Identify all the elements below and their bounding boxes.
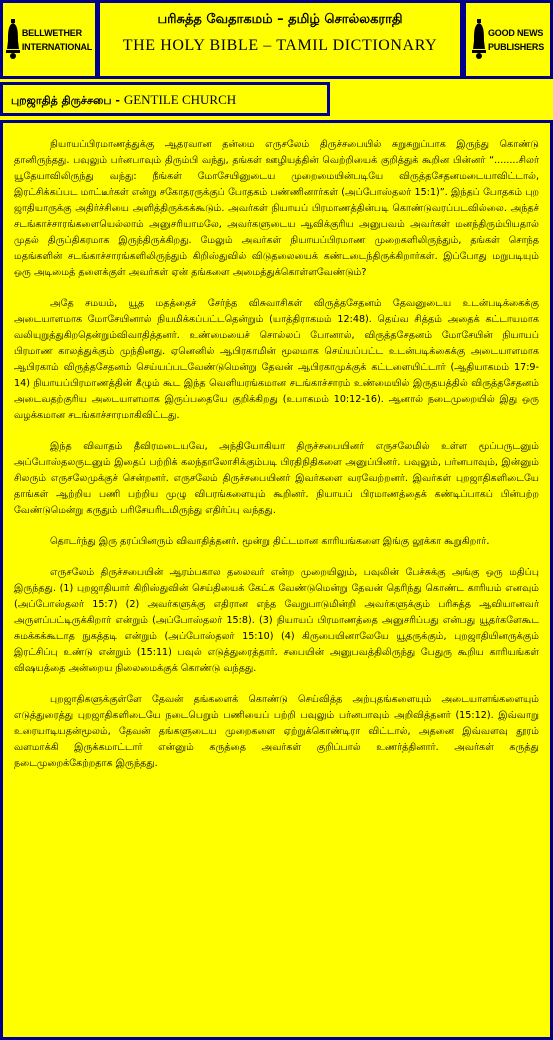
good-news-logo-line-1: GOOD NEWS (487, 27, 544, 38)
section-title-tamil: புறஜாதித் திருச்சபை (11, 94, 112, 107)
good-news-logo-line-2: PUBLISHERS (487, 41, 544, 52)
paragraph: எருசலேம் திருச்சபையின் ஆரம்பகால தலைவர் என்ற முறையிலும், பவுலின் பேச்சுக்கு அங்கு ஒரு மதிப்பு இருந்தது. (1) புறஜாதியார் கிறிஸ்துவின் செய்தியைக் கேட்க வேண்டுமென்று தேவன் தெரிந்து கொண்ட காரியம் எனவும் (அப்போஸ்தலர் 15:7) (2) அவர்களுக்கு எதிரான எந்த வேறுபாடுமின்றி அவர்களுக்கும் பரிசுத்த ஆவியானவர் அருளப்பட்டிருக்கிறார் என்றும் (அப்போஸ்தலர் 15:8). (3) நியாயப் பிரமாணத்தை அனுசரிப்பது என்பது யூதர்களேகூட சுமக்கக்கூடாத நுகத்தடி என்றும் (அப்போஸ்தலர் 15:10) (4) கிருபையினாலேயே யூதருக்கும், புறஜாதியினருக்கும் இரட்சிப்பு உண்டு என்றும் (15:11) பவுல் எடுத்துரைத்தார். சபையின் அனுபவத்திலிருந்து பேதுரு கூறிய காரியங்கள் விஷயத்தை அன்றைய நிலைமைக்குக் கொண்டு வந்தது. (14, 567, 539, 674)
good-news-logo (472, 19, 544, 61)
paragraph: புறஜாதிகளுக்குள்ளே தேவன் தங்களைக் கொண்டு செய்வித்த அற்புதங்களையும் அடையாளங்களையும் எடுத்துரைத்து புறஜாதிகளிடையே நடைபெறும் பணியைப் பற்றி பவுலும் பர்னபாவும் அறிவித்தனர் (15:12). இவ்வாறு உரையாடியதன்மூலம், தேவன் தங்களுடைய முறைகளை ஏற்றுக்கொண்டிரா விட்டால், அதனை இவ்வளவு தூரம் வளமாக்கி இருக்கமாட்டார் என்னும் கருத்தை அவர்கள் குறிப்பால் உணர்த்தினார். அவர்கள் கருத்து நடைமுறைக்கேற்றதாக இருந்தது. (14, 694, 539, 769)
title-english: THE HOLY BIBLE – TAMIL DICTIONARY (122, 37, 438, 54)
good-news-bell-icon (472, 19, 486, 61)
title-tamil: பரிசுத்த வேதாகமம் – தமிழ் சொல்லகராதி (157, 12, 403, 27)
paragraph: தொடர்ந்து இரு தரப்பினரும் விவாதித்தனர். மூன்று திட்டமான காரியங்களை இங்கு லூக்கா கூறுகிறார். (50, 536, 490, 547)
section-heading (0, 82, 330, 116)
bellwether-logo-line-2: INTERNATIONAL (21, 41, 93, 52)
paragraph: நியாயப்பிரமாணத்துக்கு ஆதரவான தன்மை எருசலேம் திருச்சபையில் சுறுசுறுப்பாக இருந்து கொண்டு தானிருந்தது. பவுலும் பர்னபாவும் திரும்பி வந்து, தங்கள் ஊழியத்தின் வெற்றியைக் குறித்துக் கூறின பின்னர் “........சிலர் யூதேயாவிலிருந்து வந்து: நீங்கள் மோசேயினுடைய முறைமையின்படியே விருத்தசேதனமடையாவிட்டால், இரட்சிக்கப்பட மாட்டீர்கள் என்று சகோதரருக்குப் போதகம் பண்ணினார்கள் (அப்போஸ்தலர் 15:1)”. இந்தப் போதகம் புற ஜாதியாருக்கு அதிர்ச்சியை அளித்திருக்கக்கூடும். அவர்கள் நியாயப் பிரமாணத்தின்படி கொண்டுவரப்படவில்லை. அந்தச் சடங்காச்சாரங்களையெல்லாம் அனுசரியாமலே, அவர்களுடைய ஆவிக்குரிய அனுபவம் அவர்கள் மனந்திரும்பியதால் முதல் திருப்திகரமாக இருந்திருக்கிறது. மேலும் அவர்கள் நியாயப்பிரமாண முறைகளிலிருந்தும், தங்கள் சொந்த மதங்களின் சடங்காச்சாரங்களிலிருந்தும் கிறிஸ்துவில் விடுதலையைக் கண்டடைந்திருக்கிறார்கள். இப்போது மறுபடியும் ஒரு அடிமைத் தளைக்குள் அவர்கள் ஏன் தங்களை அமைத்துக்கொள்ளவேண்டும்? (14, 139, 539, 278)
good-news-logo-box (463, 0, 553, 79)
bellwether-logo-box (0, 0, 98, 79)
paragraph: இந்த விவாதம் தீவிரமடையவே, அந்தியோகியா திருச்சபையினர் எருசலேமில் உள்ள மூப்பருடனும் அப்போஸ்தலருடனும் இதைப் பற்றிக் கலந்தாலோசிக்கும்படி பிரதிநிதிகளை அனுப்பினர். பவுலும், பர்னபாவும், இன்னும் சிலரும் எருசலேமுக்குச் சென்றனர். எருசலேம் திருச்சபையினர் இவர்களை வரவேற்றனர். இவர்கள் புறஜாதிகளிடையே தாங்கள் ஆற்றிய பணி பற்றிய முழு விபரங்களையும் கூறினர். நியாயப் பிரமாணத்தைக் கண்டிப்பாகப் பின்பற்ற வேண்டுமென்று கருதும் பரிசேயரிடமிருந்து எதிர்ப்பு வந்தது. (14, 441, 539, 516)
bellwether-logo (6, 19, 92, 61)
section-title-english: GENTILE CHURCH (123, 92, 237, 107)
bellwether-logo-line-1: BELLWETHER (21, 27, 82, 38)
paragraph: அதே சமயம், யூத மதத்தைச் சேர்ந்த விசுவாசிகள் விருத்தசேதனம் தேவனுடைய உடன்படிக்கைக்கு அடையாளமாக மோசேயினால் நியமிக்கப்பட்டதென்றும் (யாத்திராகமம் 12:48). தெய்வ சித்தம் அதைக் கட்டாயமாக வலியுறுத்துகிறதென்றும்விவாதித்தனர். உண்மையைச் சொல்லப் போனால், விருத்தசேதனம் மோசேயின் நியாயப் பிரமாண காலத்துக்கும் முந்தினது. ஏனெனில் ஆபிரகாமின் மூலமாக செய்யப்பட்ட உடன்படிக்கைக்கு அடையாளமாக ஆபிரகாம் விருத்தசேதனம் செய்யப்படவேண்டுமென்று தேவன் ஆபிரகாமுக்குக் கட்டளையிட்டார் (ஆதியாகமம் 17:9-14) நியாயப்பிரமாணத்தின் கீழும் கூட இந்த வெளியரங்கமான சடங்காச்சாரம் உண்மையில் இருதயத்தில் விருத்தசேதனம் அடைவதற்குரிய அடையாளமாக இருப்பதையே குறிக்கிறது (உபாகமம் 10:12-16). ஆனால் நடைமுறையில் இது ஒரு வழக்கமான சடங்காச்சாரமாகிவிட்டது. (14, 298, 539, 421)
title-box (97, 0, 463, 79)
section-title-separator: - (111, 94, 124, 107)
bellwether-bell-icon (6, 19, 20, 61)
content-box (0, 120, 553, 1040)
